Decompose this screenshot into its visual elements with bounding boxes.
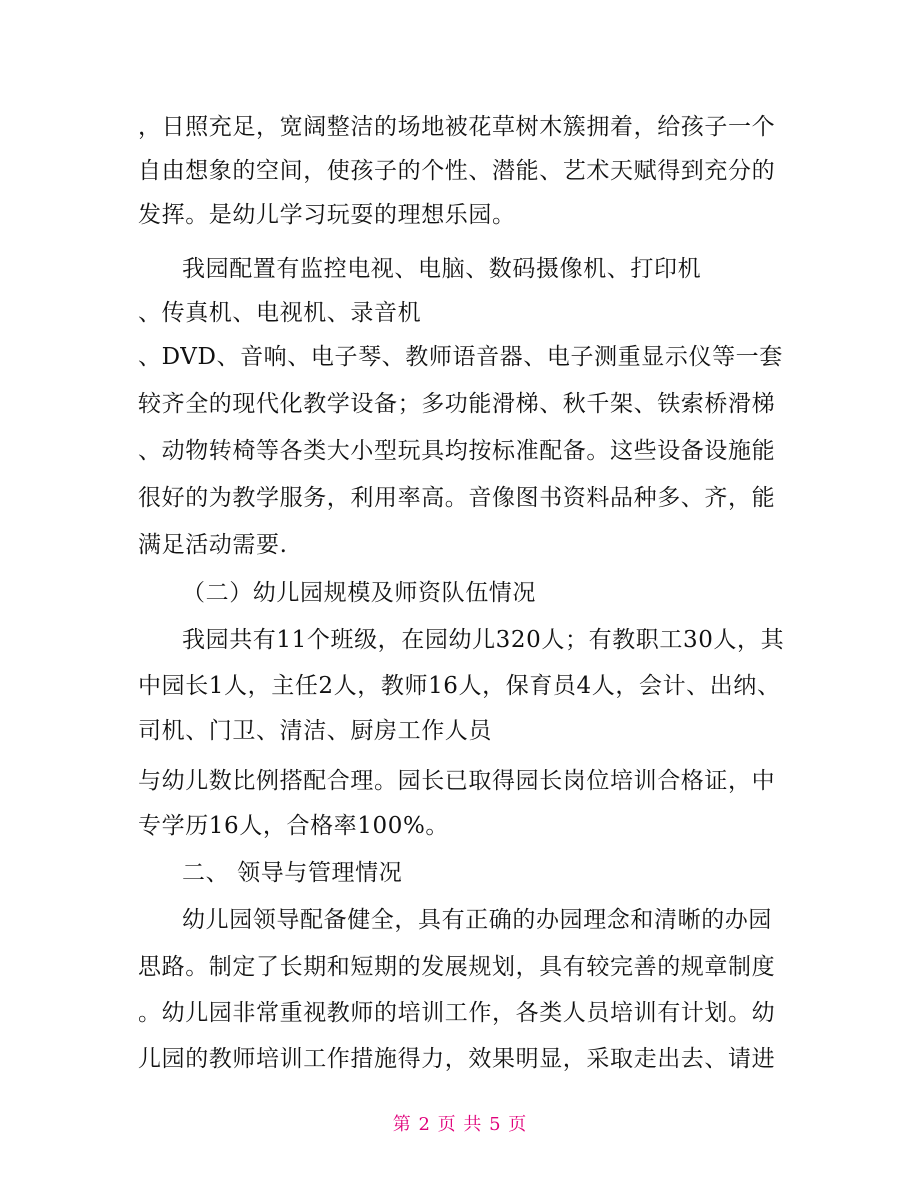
text-line-8: 、动物转椅等各类大小型玩具均按标准配备。这些设备设施能 [138, 438, 776, 464]
text-line-13: 中园长1人，主任2人，教师16人，保育员4人，会计、出纳、 [138, 673, 781, 699]
text-line-20: 。幼儿园非常重视教师的培训工作，各类人员培训有计划。幼 [138, 1000, 776, 1026]
text-line-19: 思路。制定了长期和短期的发展规划，具有较完善的规章制度 [138, 954, 776, 980]
text-line-5: 、传真机、电视机、录音机 [138, 300, 422, 326]
section-heading-2: （二）幼儿园规模及师资队伍情况 [182, 580, 536, 606]
text-line-21: 儿园的教师培训工作措施得力，效果明显，采取走出去、请进 [138, 1046, 776, 1072]
text-line-6: 、DVD、音响、电子琴、教师语音器、电子测重显示仪等一套 [138, 344, 783, 370]
text-line-1: ，日照充足，宽阔整洁的场地被花草树木簇拥着，给孩子一个 [138, 114, 776, 140]
page-number-footer: 第 2 页 共 5 页 [392, 1114, 528, 1135]
text-line-3: 发挥。是幼儿学习玩耍的理想乐园。 [138, 202, 516, 228]
text-line-16: 专学历16人，合格率100%。 [138, 813, 450, 839]
text-line-10: 满足活动需要. [138, 532, 288, 558]
text-line-14: 司机、门卫、清洁、厨房工作人员 [138, 718, 492, 744]
text-line-2: 自由想象的空间，使孩子的个性、潜能、艺术天赋得到充分的 [138, 158, 776, 184]
text-line-15: 与幼儿数比例搭配合理。园长已取得园长岗位培训合格证，中 [138, 768, 776, 794]
text-line-7: 较齐全的现代化教学设备；多功能滑梯、秋千架、铁索桥滑梯 [138, 391, 776, 417]
text-line-12: 我园共有11个班级，在园幼儿320人；有教职工30人，其 [182, 627, 785, 653]
text-line-18: 幼儿园领导配备健全，具有正确的办园理念和清晰的办园 [182, 907, 772, 933]
text-line-9: 很好的为教学服务，利用率高。音像图书资料品种多、齐，能 [138, 485, 776, 511]
section-heading-leadership: 二、 领导与管理情况 [182, 860, 403, 886]
text-line-4: 我园配置有监控电视、电脑、数码摄像机、打印机 [182, 256, 702, 282]
